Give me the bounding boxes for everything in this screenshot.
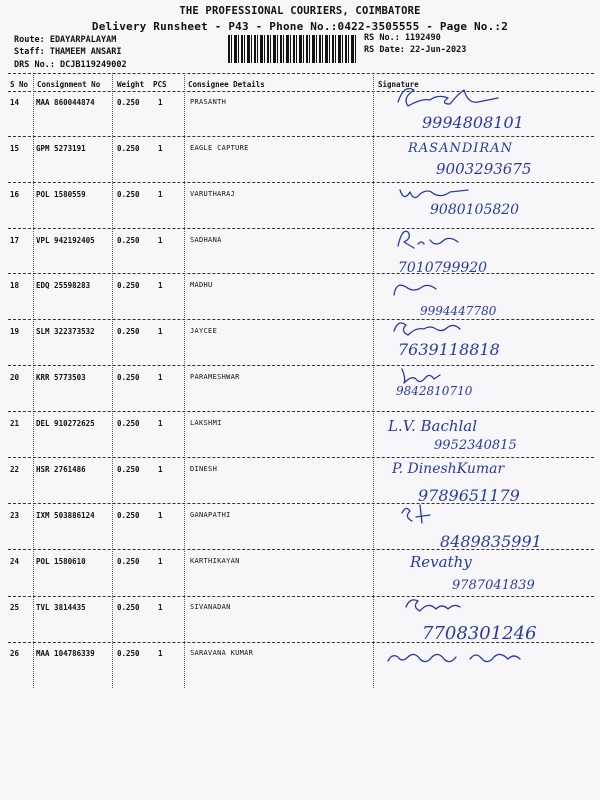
route-label: Route: EDAYARPALAYAM <box>14 35 117 45</box>
row-sno: 16 <box>10 190 20 199</box>
row-consignee: EAGLE CAPTURE <box>190 144 249 152</box>
table-row <box>0 649 600 695</box>
row-consignee: SIVANADAN <box>190 603 231 611</box>
row-weight: 0.250 <box>117 373 140 382</box>
row-weight: 0.250 <box>117 649 140 658</box>
row-consignee: MADHU <box>190 281 213 289</box>
row-consignment: HSR 2761486 <box>36 465 86 474</box>
row-weight: 0.250 <box>117 190 140 199</box>
row-consignment: POL 1580559 <box>36 190 86 199</box>
row-consignee: JAYCEE <box>190 327 218 335</box>
signature-phone: 7010799920 <box>398 260 488 276</box>
row-pcs: 1 <box>158 236 163 245</box>
row-consignment: VPL 942192405 <box>36 236 95 245</box>
signature <box>378 631 588 691</box>
signature-phone: 7639118818 <box>398 340 500 359</box>
row-pcs: 1 <box>158 373 163 382</box>
row-consignee: GANAPATHI <box>190 511 231 519</box>
col-header-signature: Signature <box>378 80 419 89</box>
signature-phone: 9994447780 <box>420 304 497 318</box>
signature-phone: 9787041839 <box>452 578 535 593</box>
row-weight: 0.250 <box>117 236 140 245</box>
drs-number: DRS No.: DCJB119249002 <box>14 60 127 70</box>
runsheet-subtitle: Delivery Runsheet - P43 - Phone No.:0422-3505555 - Page No.:2 <box>91 20 509 33</box>
row-pcs: 1 <box>158 603 163 612</box>
row-weight: 0.250 <box>117 419 140 428</box>
signature-name: P. DineshKumar <box>392 461 505 477</box>
row-pcs: 1 <box>158 419 163 428</box>
signature-phone: 9842810710 <box>396 384 473 398</box>
row-consignee: SADHANA <box>190 236 222 244</box>
row-pcs: 1 <box>158 327 163 336</box>
row-consignment: DEL 910272625 <box>36 419 95 428</box>
row-pcs: 1 <box>158 190 163 199</box>
row-consignment: SLM 322373532 <box>36 327 95 336</box>
row-sno: 20 <box>10 373 20 382</box>
col-header-consignment: Consignment No <box>37 80 101 89</box>
col-header-pcs: PCS <box>153 80 167 89</box>
row-consignment: KRR 5773503 <box>36 373 86 382</box>
row-consignee: DINESH <box>190 465 218 473</box>
row-consignment: GPM 5273191 <box>36 144 86 153</box>
row-weight: 0.250 <box>117 98 140 107</box>
row-weight: 0.250 <box>117 327 140 336</box>
signature-name: L.V. Bachlal <box>388 417 478 435</box>
col-header-sno: S No <box>10 80 29 89</box>
signature-phone: 9994808101 <box>422 113 524 132</box>
rs-number: RS No.: 1192490 <box>364 33 441 43</box>
row-pcs: 1 <box>158 281 163 290</box>
signature-phone: 9952340815 <box>434 438 517 453</box>
row-pcs: 1 <box>158 98 163 107</box>
row-sno: 23 <box>10 511 20 520</box>
barcode <box>228 35 356 63</box>
row-consignee: KARTHIKAYAN <box>190 557 240 565</box>
signature-name: RASANDIRAN <box>408 141 513 156</box>
row-sno: 21 <box>10 419 20 428</box>
row-sno: 14 <box>10 98 20 107</box>
rs-date: RS Date: 22-Jun-2023 <box>364 45 467 55</box>
signature-name: Revathy <box>410 553 472 571</box>
signature-phone: 9080105820 <box>430 202 520 218</box>
company-title: THE PROFESSIONAL COURIERS, COIMBATORE <box>179 5 421 17</box>
row-sno: 26 <box>10 649 20 658</box>
row-consignee: PRASANTH <box>190 98 227 106</box>
row-sno: 15 <box>10 144 20 153</box>
row-pcs: 1 <box>158 465 163 474</box>
row-consignment: TVL 3814435 <box>36 603 86 612</box>
row-sno: 24 <box>10 557 20 566</box>
row-consignment: EDQ 25598283 <box>36 281 91 290</box>
row-weight: 0.250 <box>117 557 140 566</box>
staff-label: Staff: THAMEEM ANSARI <box>14 47 122 57</box>
row-weight: 0.250 <box>117 603 140 612</box>
col-header-details: Consignee Details <box>188 80 265 89</box>
header-top-rule <box>8 73 594 74</box>
row-weight: 0.250 <box>117 511 140 520</box>
row-consignee: SARAVANA KUMAR <box>190 649 254 657</box>
row-consignment: MAA 860044874 <box>36 98 95 107</box>
row-consignment: IXM 503886124 <box>36 511 95 520</box>
row-consignee: PARAMESHWAR <box>190 373 240 381</box>
row-sno: 25 <box>10 603 20 612</box>
row-pcs: 1 <box>158 649 163 658</box>
row-weight: 0.250 <box>117 144 140 153</box>
row-weight: 0.250 <box>117 465 140 474</box>
row-pcs: 1 <box>158 557 163 566</box>
row-consignee: LAKSHMI <box>190 419 222 427</box>
row-consignee: VARUTHARAJ <box>190 190 236 198</box>
row-consignment: POL 1580610 <box>36 557 86 566</box>
signature-phone: 7708301246 <box>422 623 537 644</box>
signature-phone: 8489835991 <box>440 532 542 551</box>
col-header-weight: Weight <box>117 80 145 89</box>
row-weight: 0.250 <box>117 281 140 290</box>
signature-phone: 9003293675 <box>436 160 532 178</box>
signature-phone: 9789651179 <box>418 486 520 505</box>
row-sno: 18 <box>10 281 20 290</box>
row-consignment: MAA 104786339 <box>36 649 95 658</box>
row-pcs: 1 <box>158 144 163 153</box>
row-sno: 17 <box>10 236 20 245</box>
row-sno: 19 <box>10 327 20 336</box>
row-pcs: 1 <box>158 511 163 520</box>
row-sno: 22 <box>10 465 20 474</box>
